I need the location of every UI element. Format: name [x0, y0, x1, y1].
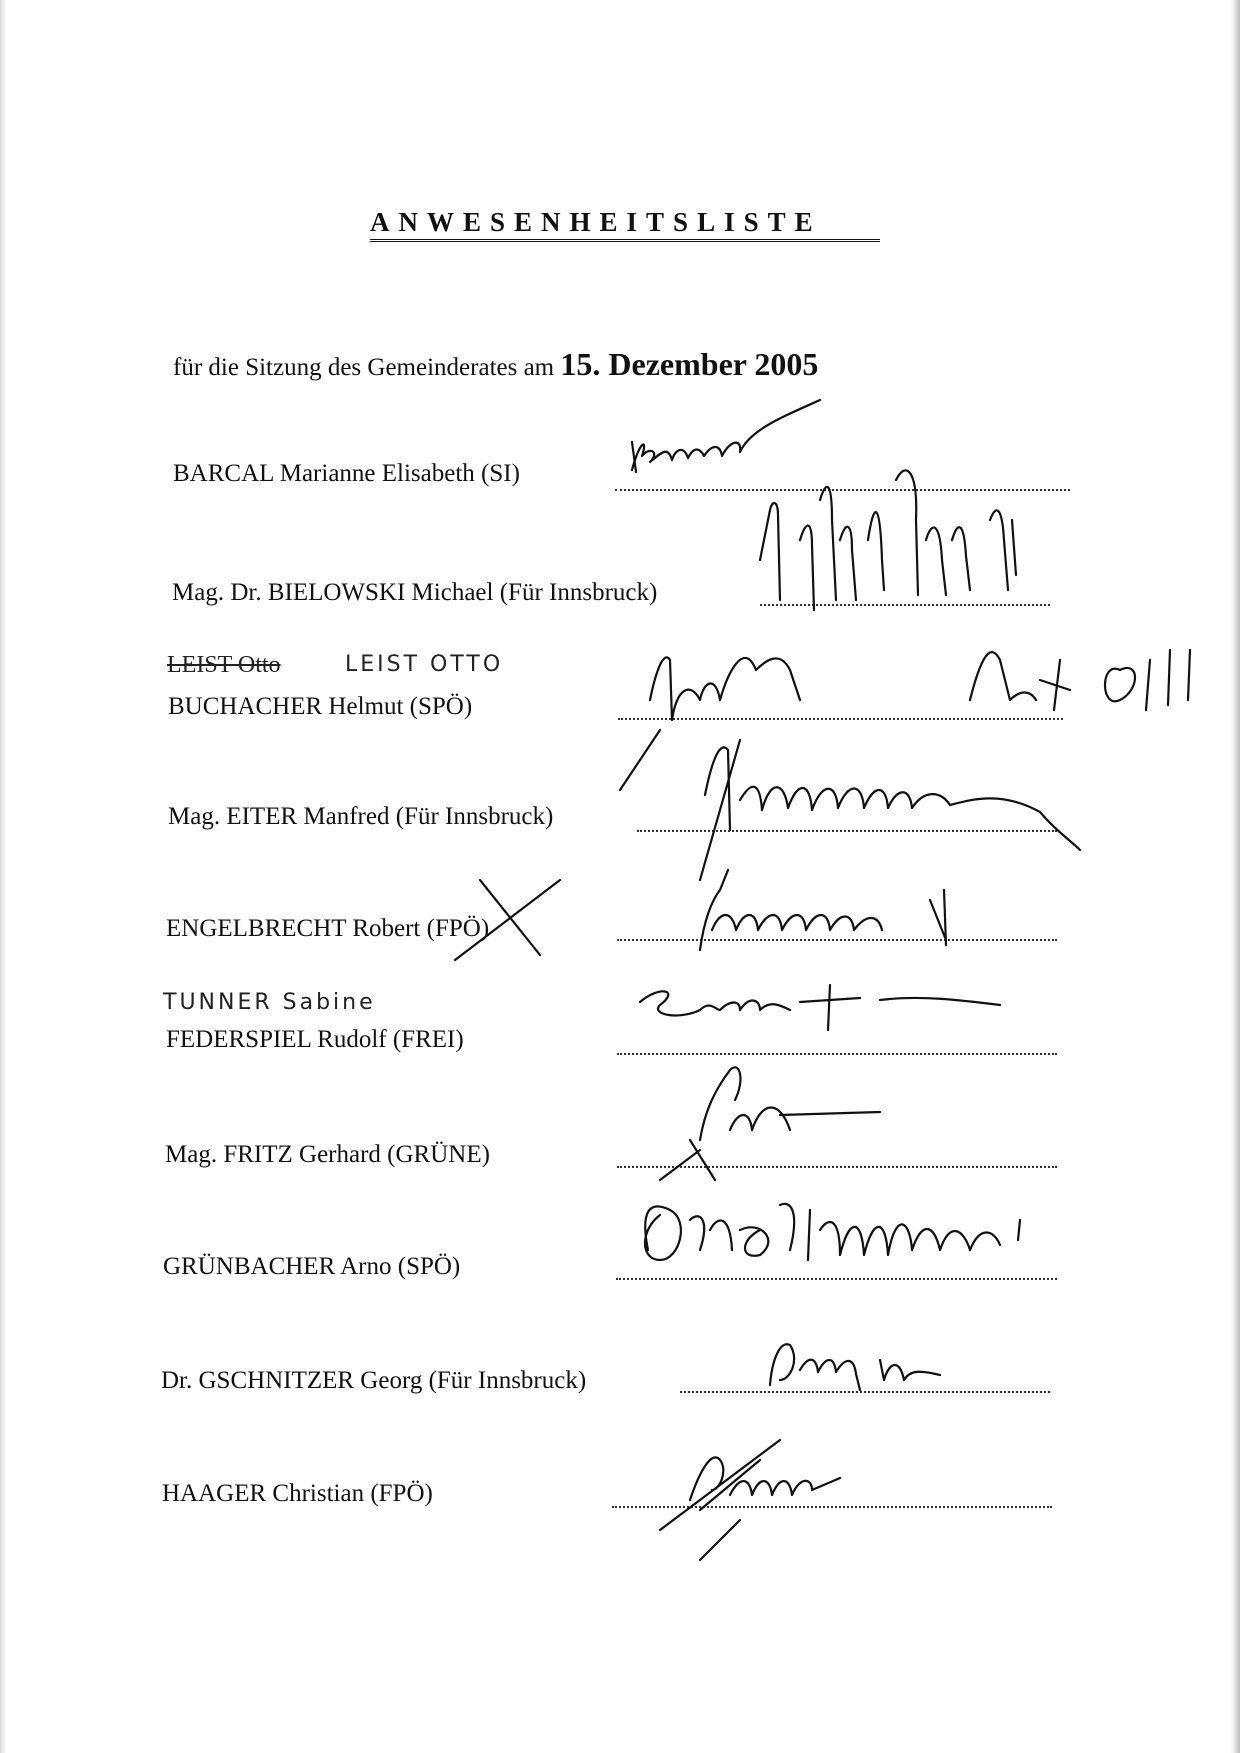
signature-engelbrecht	[700, 870, 946, 950]
signature-leist-otto	[970, 650, 1190, 710]
struck-name: LEIST Otto	[167, 652, 281, 678]
member-name: Mag. FRITZ Gerhard (GRÜNE)	[165, 1141, 490, 1168]
signature-fritz	[660, 1067, 880, 1180]
signature-line	[637, 830, 1057, 832]
signature-buchacher	[620, 657, 800, 790]
meeting-date: 15. Dezember 2005	[560, 346, 819, 382]
meeting-line	[173, 346, 818, 383]
signature-gruenbacher	[645, 1204, 1020, 1260]
signature-line	[616, 1278, 1057, 1280]
signature-line	[760, 604, 1050, 606]
member-name: FEDERSPIEL Rudolf (FREI)	[166, 1026, 464, 1053]
signature-line	[612, 1506, 1052, 1508]
signature-bielowski	[760, 470, 1016, 610]
member-name: BUCHACHER Helmut (SPÖ)	[168, 693, 473, 720]
document-title: ANWESENHEITSLISTE	[370, 206, 880, 242]
signature-eiter	[700, 740, 1080, 880]
scan-edge-left	[0, 0, 6, 1753]
scan-edge-right	[1230, 0, 1240, 1753]
signature-line	[617, 1053, 1057, 1055]
handwritten-substitute: LEIST OTTO	[345, 652, 504, 677]
member-name: HAAGER Christian (FPÖ)	[162, 1480, 433, 1507]
member-name: GRÜNBACHER Arno (SPÖ)	[163, 1253, 461, 1280]
member-name: Mag. EITER Manfred (Für Innsbruck)	[168, 803, 554, 830]
signature-line	[680, 1391, 1050, 1393]
member-name: Dr. GSCHNITZER Georg (Für Innsbruck)	[161, 1367, 587, 1394]
signature-line	[617, 1166, 1057, 1168]
signature-tunner	[640, 985, 1000, 1030]
signature-line	[617, 939, 1057, 941]
member-name: Mag. Dr. BIELOWSKI Michael (Für Innsbruck)	[172, 579, 658, 606]
meeting-prefix: für die Sitzung des Gemeinderates am	[173, 354, 555, 381]
member-name: BARCAL Marianne Elisabeth (SI)	[173, 460, 520, 487]
member-name: ENGELBRECHT Robert (FPÖ)	[166, 915, 490, 942]
signature-gschnitzer	[770, 1344, 940, 1390]
signature-haager	[660, 1440, 840, 1560]
signature-barcal	[632, 400, 820, 472]
signature-line	[615, 489, 1070, 491]
signature-line	[618, 718, 1063, 720]
handwritten-substitute: TUNNER Sabine	[163, 990, 376, 1015]
